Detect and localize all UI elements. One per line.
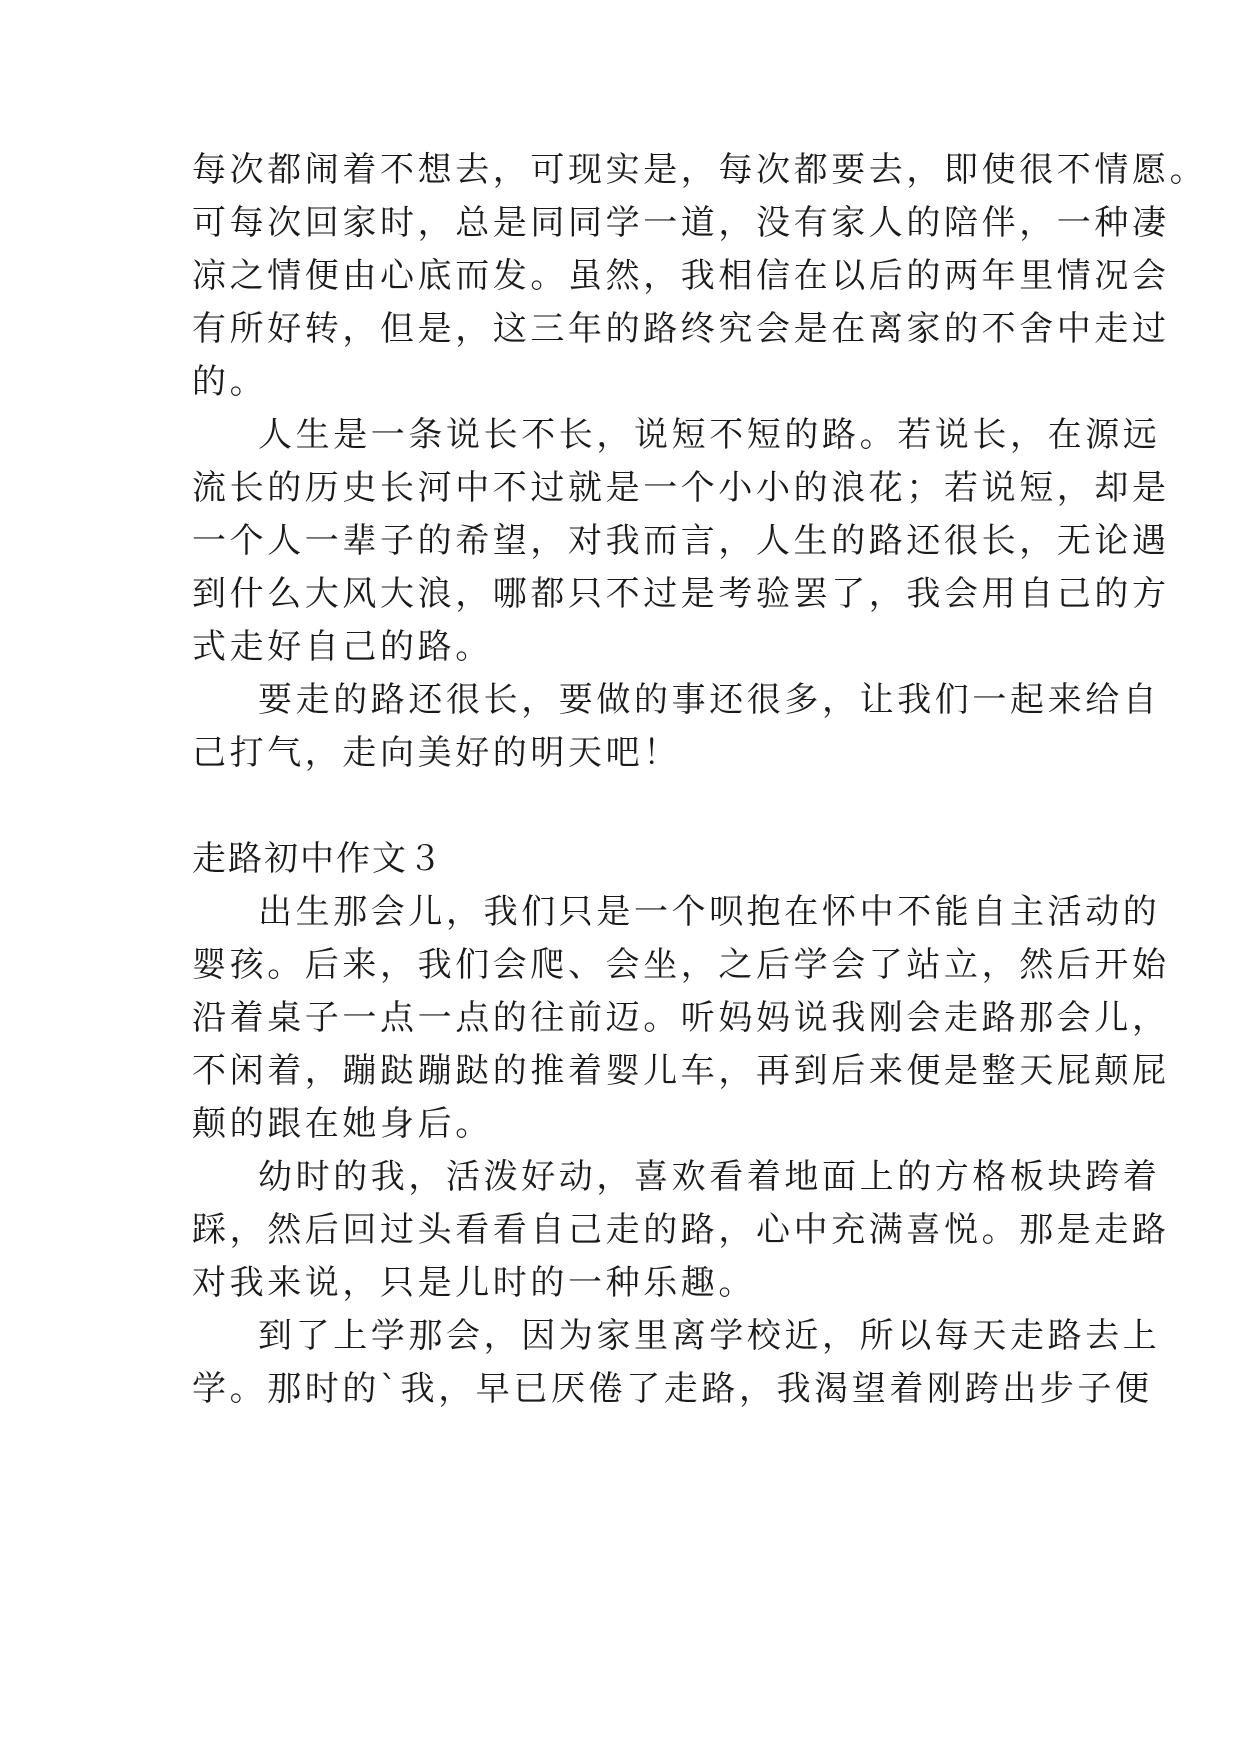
text-line: 流长的历史长河中不过就是一个小小的浪花；若说短，却是 (192, 468, 1170, 508)
text-line: 不闲着，蹦跶蹦跶的推着婴儿车，再到后来便是整天屁颠屁 (192, 1051, 1170, 1091)
text-line: 一个人一辈子的希望，对我而言，人生的路还很长，无论遇 (192, 521, 1170, 561)
text-line: 婴孩。后来，我们会爬、会坐，之后学会了站立，然后开始 (192, 945, 1170, 985)
paragraph-first-line: 要走的路还很长，要做的事还很多，让我们一起来给自 (258, 680, 1161, 720)
paragraph-first-line: 幼时的我，活泼好动，喜欢看着地面上的方格板块跨着 (258, 1157, 1161, 1197)
paragraph-first-line: 人生是一条说长不长，说短不短的路。若说长，在源远 (258, 415, 1161, 455)
text-line: 凉之情便由心底而发。虽然，我相信在以后的两年里情况会 (192, 256, 1170, 296)
text-line: 对我来说，只是儿时的一种乐趣。 (192, 1263, 756, 1303)
text-line: 式走好自己的路。 (192, 627, 493, 667)
text-line: 可每次回家时，总是同同学一道，没有家人的陪伴，一种凄 (192, 203, 1170, 243)
text-line: 的。 (192, 362, 268, 402)
section-heading: 走路初中作文３ (192, 839, 444, 879)
text-line: 每次都闹着不想去，可现实是，每次都要去，即使很不情愿。 (192, 150, 1208, 190)
text-line: 学。那时的`我，早已厌倦了走路，我渴望着刚跨出步子便 (192, 1369, 1153, 1409)
paragraph-first-line: 出生那会儿，我们只是一个呗抱在怀中不能自主活动的 (258, 892, 1161, 932)
text-line: 己打气，走向美好的明天吧！ (192, 733, 681, 773)
text-line: 沿着桌子一点一点的往前迈。听妈妈说我刚会走路那会儿， (192, 998, 1170, 1038)
text-line: 有所好转，但是，这三年的路终究会是在离家的不舍中走过 (192, 309, 1170, 349)
text-line: 到什么大风大浪，哪都只不过是考验罢了，我会用自己的方 (192, 574, 1170, 614)
text-line: 颠的跟在她身后。 (192, 1104, 493, 1144)
text-line: 踩，然后回过头看看自己走的路，心中充满喜悦。那是走路 (192, 1210, 1170, 1250)
paragraph-first-line: 到了上学那会，因为家里离学校近，所以每天走路去上 (258, 1316, 1161, 1356)
